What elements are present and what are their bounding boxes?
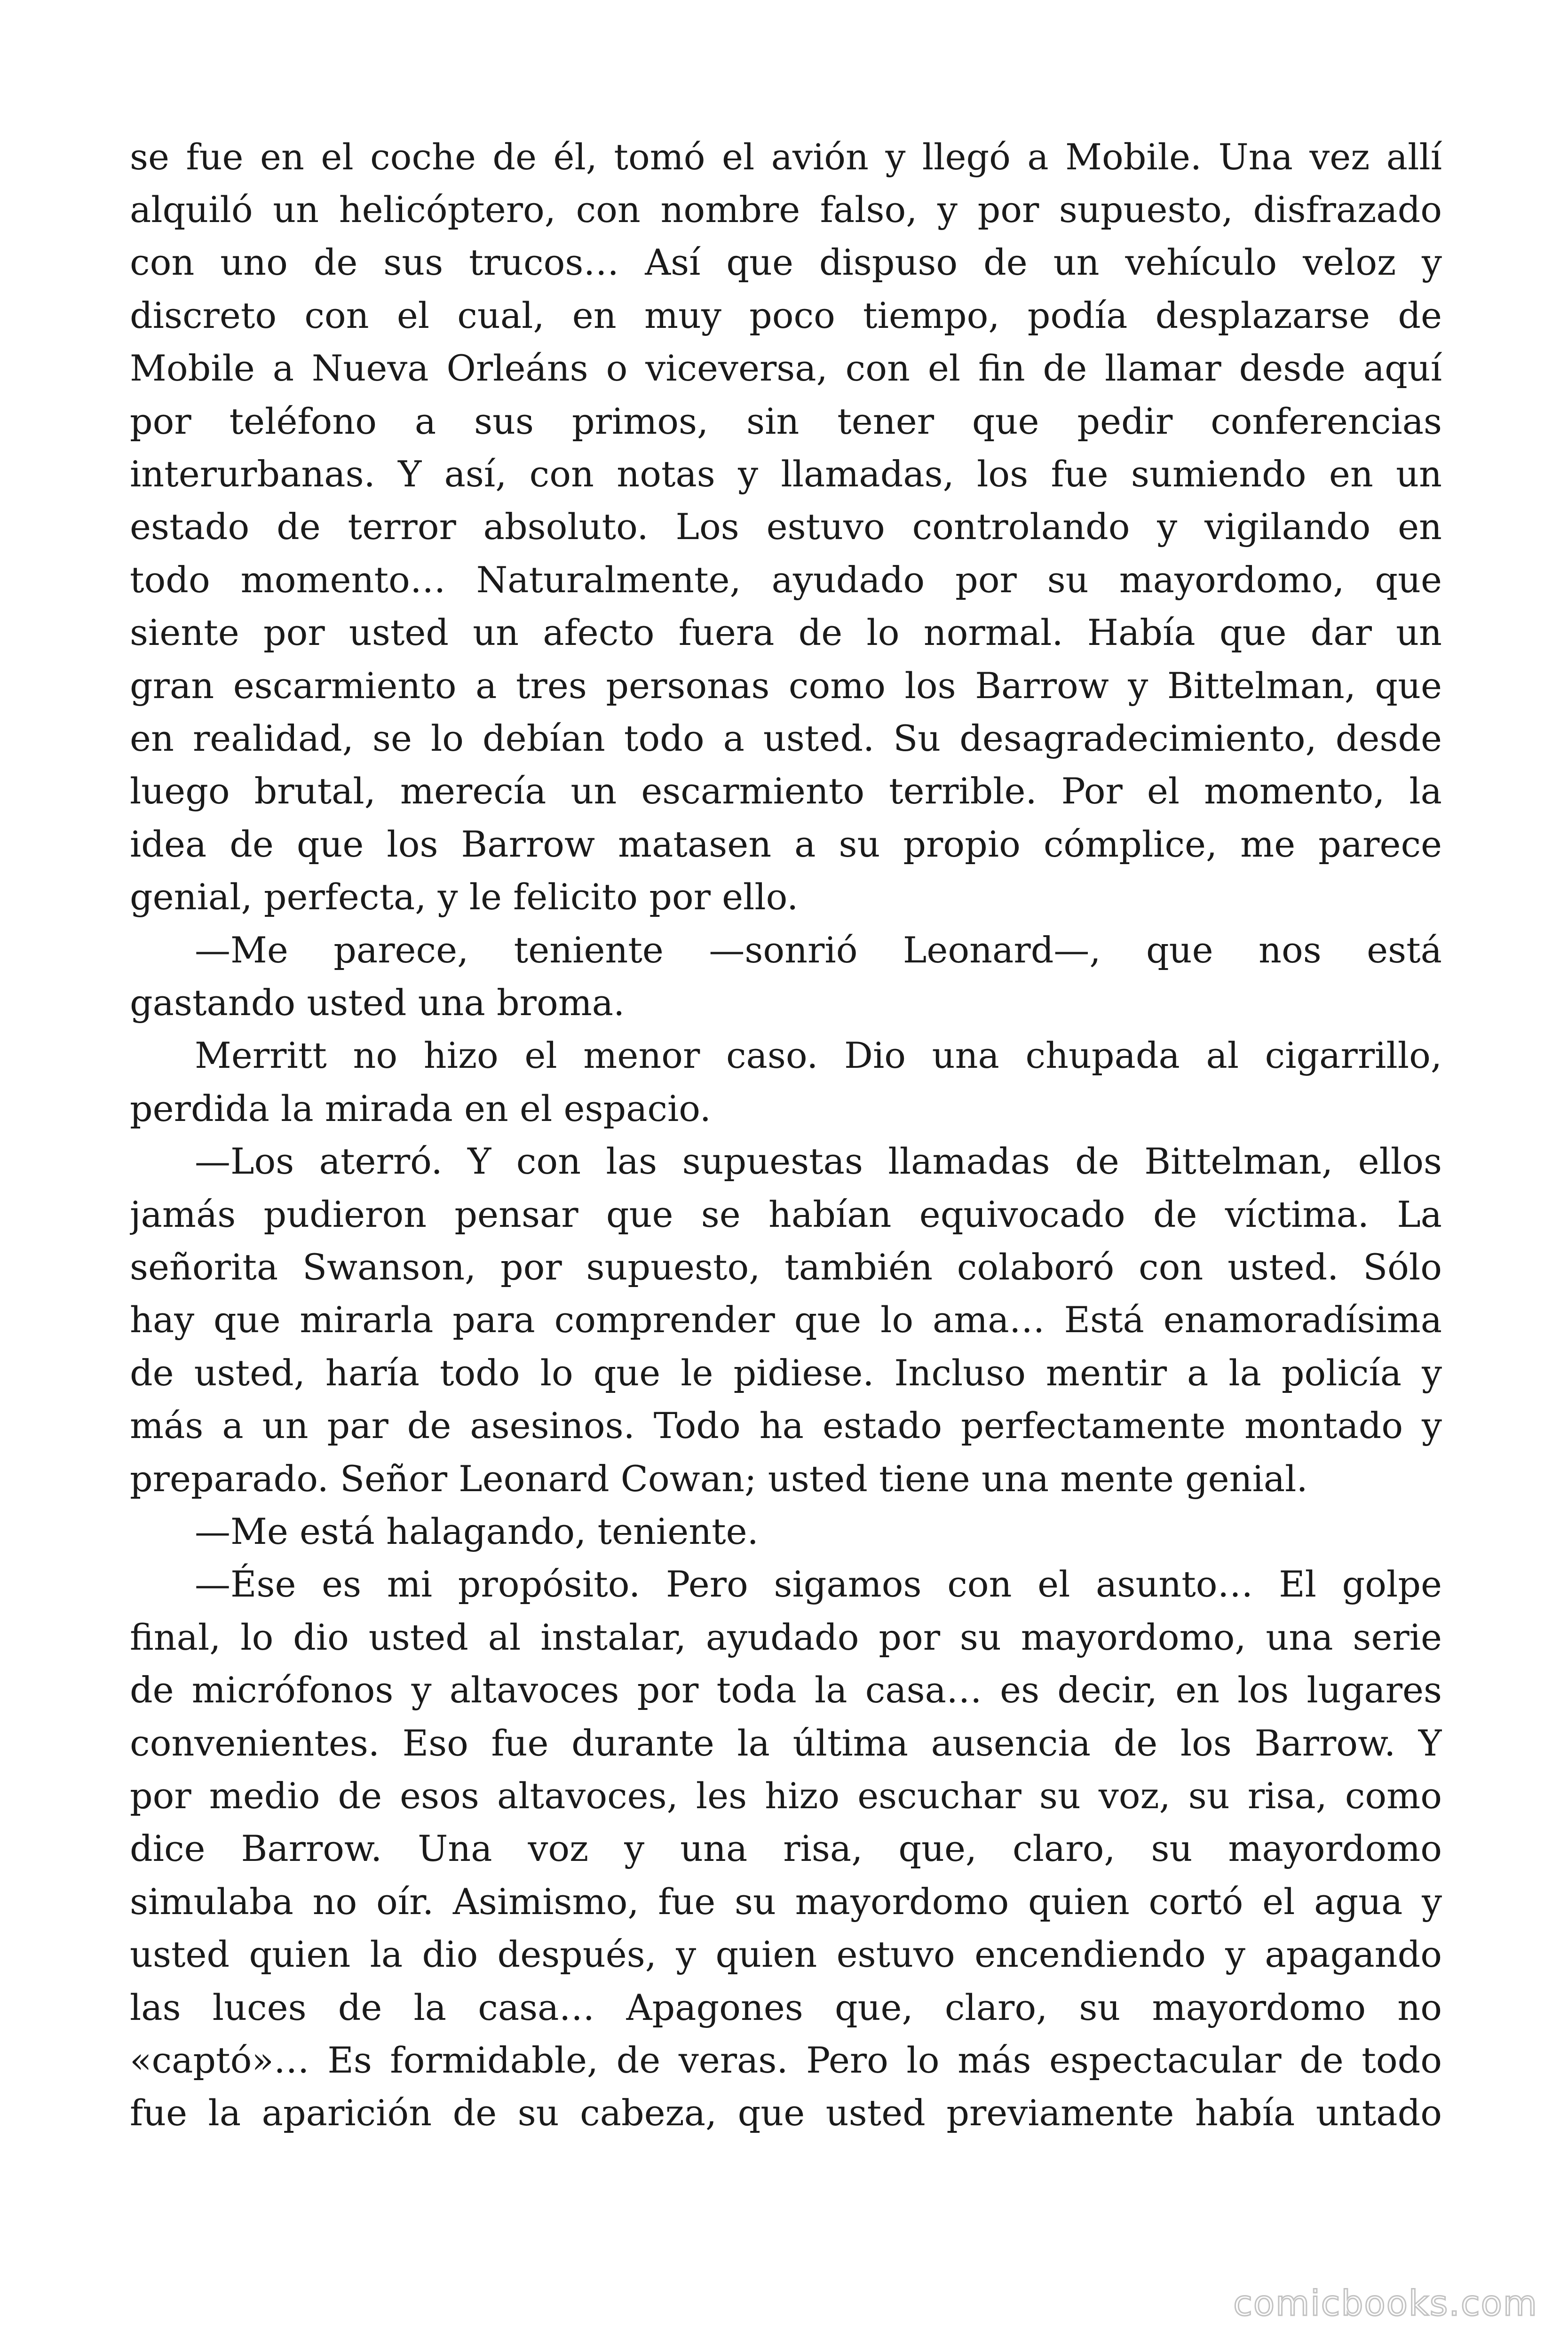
text-line: fue la aparición de su cabeza, que usted previamente había untado [130,2092,1442,2134]
text-line: estado de terror absoluto. Los estuvo controlando y vigilando en [130,506,1442,548]
text-line: jamás pudieron pensar que se habían equivocado de víctima. La [130,1193,1442,1235]
text-line: convenientes. Eso fue durante la última ausencia de los Barrow. Y [130,1722,1442,1764]
text-line: de micrófonos y altavoces por toda la casa… es decir, en los lugares [130,1669,1442,1711]
text-line: señorita Swanson, por supuesto, también colaboró con usted. Sólo [130,1246,1442,1288]
text-line: preparado. Señor Leonard Cowan; usted tiene una mente genial. [130,1458,1308,1500]
text-line: gastando usted una broma. [130,982,625,1024]
text-line: simulaba no oír. Asimismo, fue su mayordomo quien cortó el agua y [130,1881,1442,1923]
text-line: —Ése es mi propósito. Pero sigamos con el asunto… El golpe [195,1563,1442,1605]
text-line: idea de que los Barrow matasen a su propio cómplice, me parece [130,823,1442,865]
text-line: final, lo dio usted al instalar, ayudado por su mayordomo, una serie [130,1616,1442,1658]
text-line: siente por usted un afecto fuera de lo normal. Había que dar un [130,612,1442,653]
text-line: se fue en el coche de él, tomó el avión y llegó a Mobile. Una vez allí [130,136,1442,178]
text-line: usted quien la dio después, y quien estuvo encendiendo y apagando [130,1933,1442,1975]
text-line: hay que mirarla para comprender que lo ama… Está enamoradísima [130,1299,1442,1341]
text-line: de usted, haría todo lo que le pidiese. Incluso mentir a la policía y [130,1352,1442,1394]
text-line: más a un par de asesinos. Todo ha estado perfectamente montado y [130,1405,1442,1446]
text-line: —Me está halagando, teniente. [195,1510,759,1552]
text-line: en realidad, se lo debían todo a usted. Su desagradecimiento, desde [130,717,1442,759]
text-line: —Me parece, teniente —sonrió Leonard—, que nos está [195,929,1442,971]
text-line: por medio de esos altavoces, les hizo escuchar su voz, su risa, como [130,1775,1442,1817]
text-line: «captó»… Es formidable, de veras. Pero lo más espectacular de todo [130,2039,1442,2081]
text-line: —Los aterró. Y con las supuestas llamadas de Bittelman, ellos [195,1140,1442,1182]
text-line: Merritt no hizo el menor caso. Dio una chupada al cigarrillo, [195,1034,1442,1076]
text-line: discreto con el cual, en muy poco tiempo, podía desplazarse de [130,294,1442,336]
text-line: genial, perfecta, y le felicito por ello. [130,876,799,918]
text-line: dice Barrow. Una voz y una risa, que, claro, su mayordomo [130,1828,1442,1869]
text-line: por teléfono a sus primos, sin tener que pedir conferencias [130,400,1442,442]
text-line: perdida la mirada en el espacio. [130,1088,711,1129]
watermark: comicbooks.com [1233,2283,1538,2324]
text-line: alquiló un helicóptero, con nombre falso, y por supuesto, disfrazado [130,189,1442,230]
text-line: todo momento… Naturalmente, ayudado por su mayordomo, que [130,559,1442,601]
text-line: luego brutal, merecía un escarmiento terrible. Por el momento, la [130,770,1442,812]
text-line: gran escarmiento a tres personas como los Barrow y Bittelman, que [130,665,1442,707]
text-line: con uno de sus trucos… Así que dispuso de un vehículo veloz y [130,241,1442,283]
text-line: Mobile a Nueva Orleáns o viceversa, con el fin de llamar desde aquí [130,347,1442,389]
text-line: las luces de la casa… Apagones que, claro, su mayordomo no [130,1986,1442,2028]
text-line: interurbanas. Y así, con notas y llamadas, los fue sumiendo en un [130,453,1442,495]
